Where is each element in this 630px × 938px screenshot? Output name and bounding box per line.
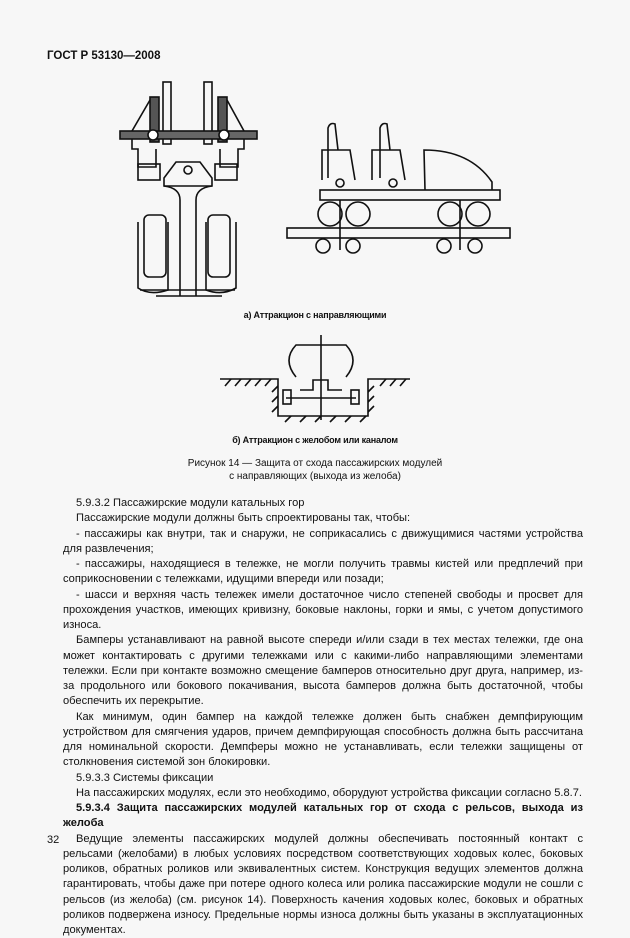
paragraph: Ведущие элементы пассажирских модулей должны обеспечивать постоянный контакт с рельсами (желобами) в любых условиях посредством соответствующих ходовых колес, боковых роликов, обратных роликов или эквивалентных систем. Конструкция ведущих элементов должна гарантировать, чтобы даже при потере одного колеса или ролика пассажирские модули не сошли с рельсов (из желоба) (см. рисунок 14). Поверхность качения ходовых колес, боковых и обратных роликов подвержена износу. Предельные нормы износа должны быть указаны в эксплуатационных документах. [63,832,583,938]
document-header: ГОСТ Р 53130—2008 [47,50,160,62]
body-text [63,496,583,938]
figure-14-drawings [0,0,630,430]
paragraph: 5.9.3.2 Пассажирские модули катальных гор [63,496,583,511]
paragraph: На пассажирских модулях, если это необходимо, оборудуют устройства фиксации согласно 5.8.7. [63,786,583,801]
paragraph: Бамперы устанавливают на равной высоте спереди и/или сзади в тех местах тележки, где она может контактировать с другими тележками или с какими-либо направляющими элементами тележки. Если при контакте возможно смещение бамперов относительно друг друга, например, из-за продольного или бокового покачивания, высота бамперов должна быть достаточной, чтобы обеспечить их перекрытие. [63,633,583,709]
paragraph: - пассажиры как внутри, так и снаружи, не соприкасались с движущимися частями устройства для развлечения; [63,527,583,558]
paragraph: Как минимум, один бампер на каждой тележке должен быть снабжен демпфирующим устройством для смягчения ударов, причем демпфирующая способность должна быть рассчитана для номинальной скорости. Демпферы можно не устанавливать, если тележки защищены от столкновения системой зон блокировки. [63,710,583,771]
figure-caption-line2: с направляющих (выхода из желоба) [0,470,630,483]
guided-ride-front-view [120,82,257,296]
groove-ride-section [220,335,410,422]
guided-ride-side-view [287,124,510,254]
subfigure-a-label: а) Аттракцион с направляющими [0,310,630,320]
page-number: 32 [47,834,59,846]
section-heading: 5.9.3.4 Защита пассажирских модулей катальных гор от схода с рельсов, выхода из желоба [63,801,583,832]
subfigure-b-label: б) Аттракцион с желобом или каналом [0,435,630,445]
paragraph: Пассажирские модули должны быть спроектированы так, чтобы: [63,511,583,526]
paragraph: 5.9.3.3 Системы фиксации [63,771,583,786]
figure-caption-line1: Рисунок 14 — Защита от схода пассажирских модулей [0,457,630,470]
paragraph: - пассажиры, находящиеся в тележке, не могли получить травмы кистей или предплечий при соприкосновении с тележками, идущими впереди или позади; [63,557,583,588]
paragraph: - шасси и верхняя часть тележек имели достаточное число степеней свободы и просвет для прохождения участков, имеющих кривизну, боковые наклоны, горки и ямы, с учетом допустимого износа. [63,588,583,634]
